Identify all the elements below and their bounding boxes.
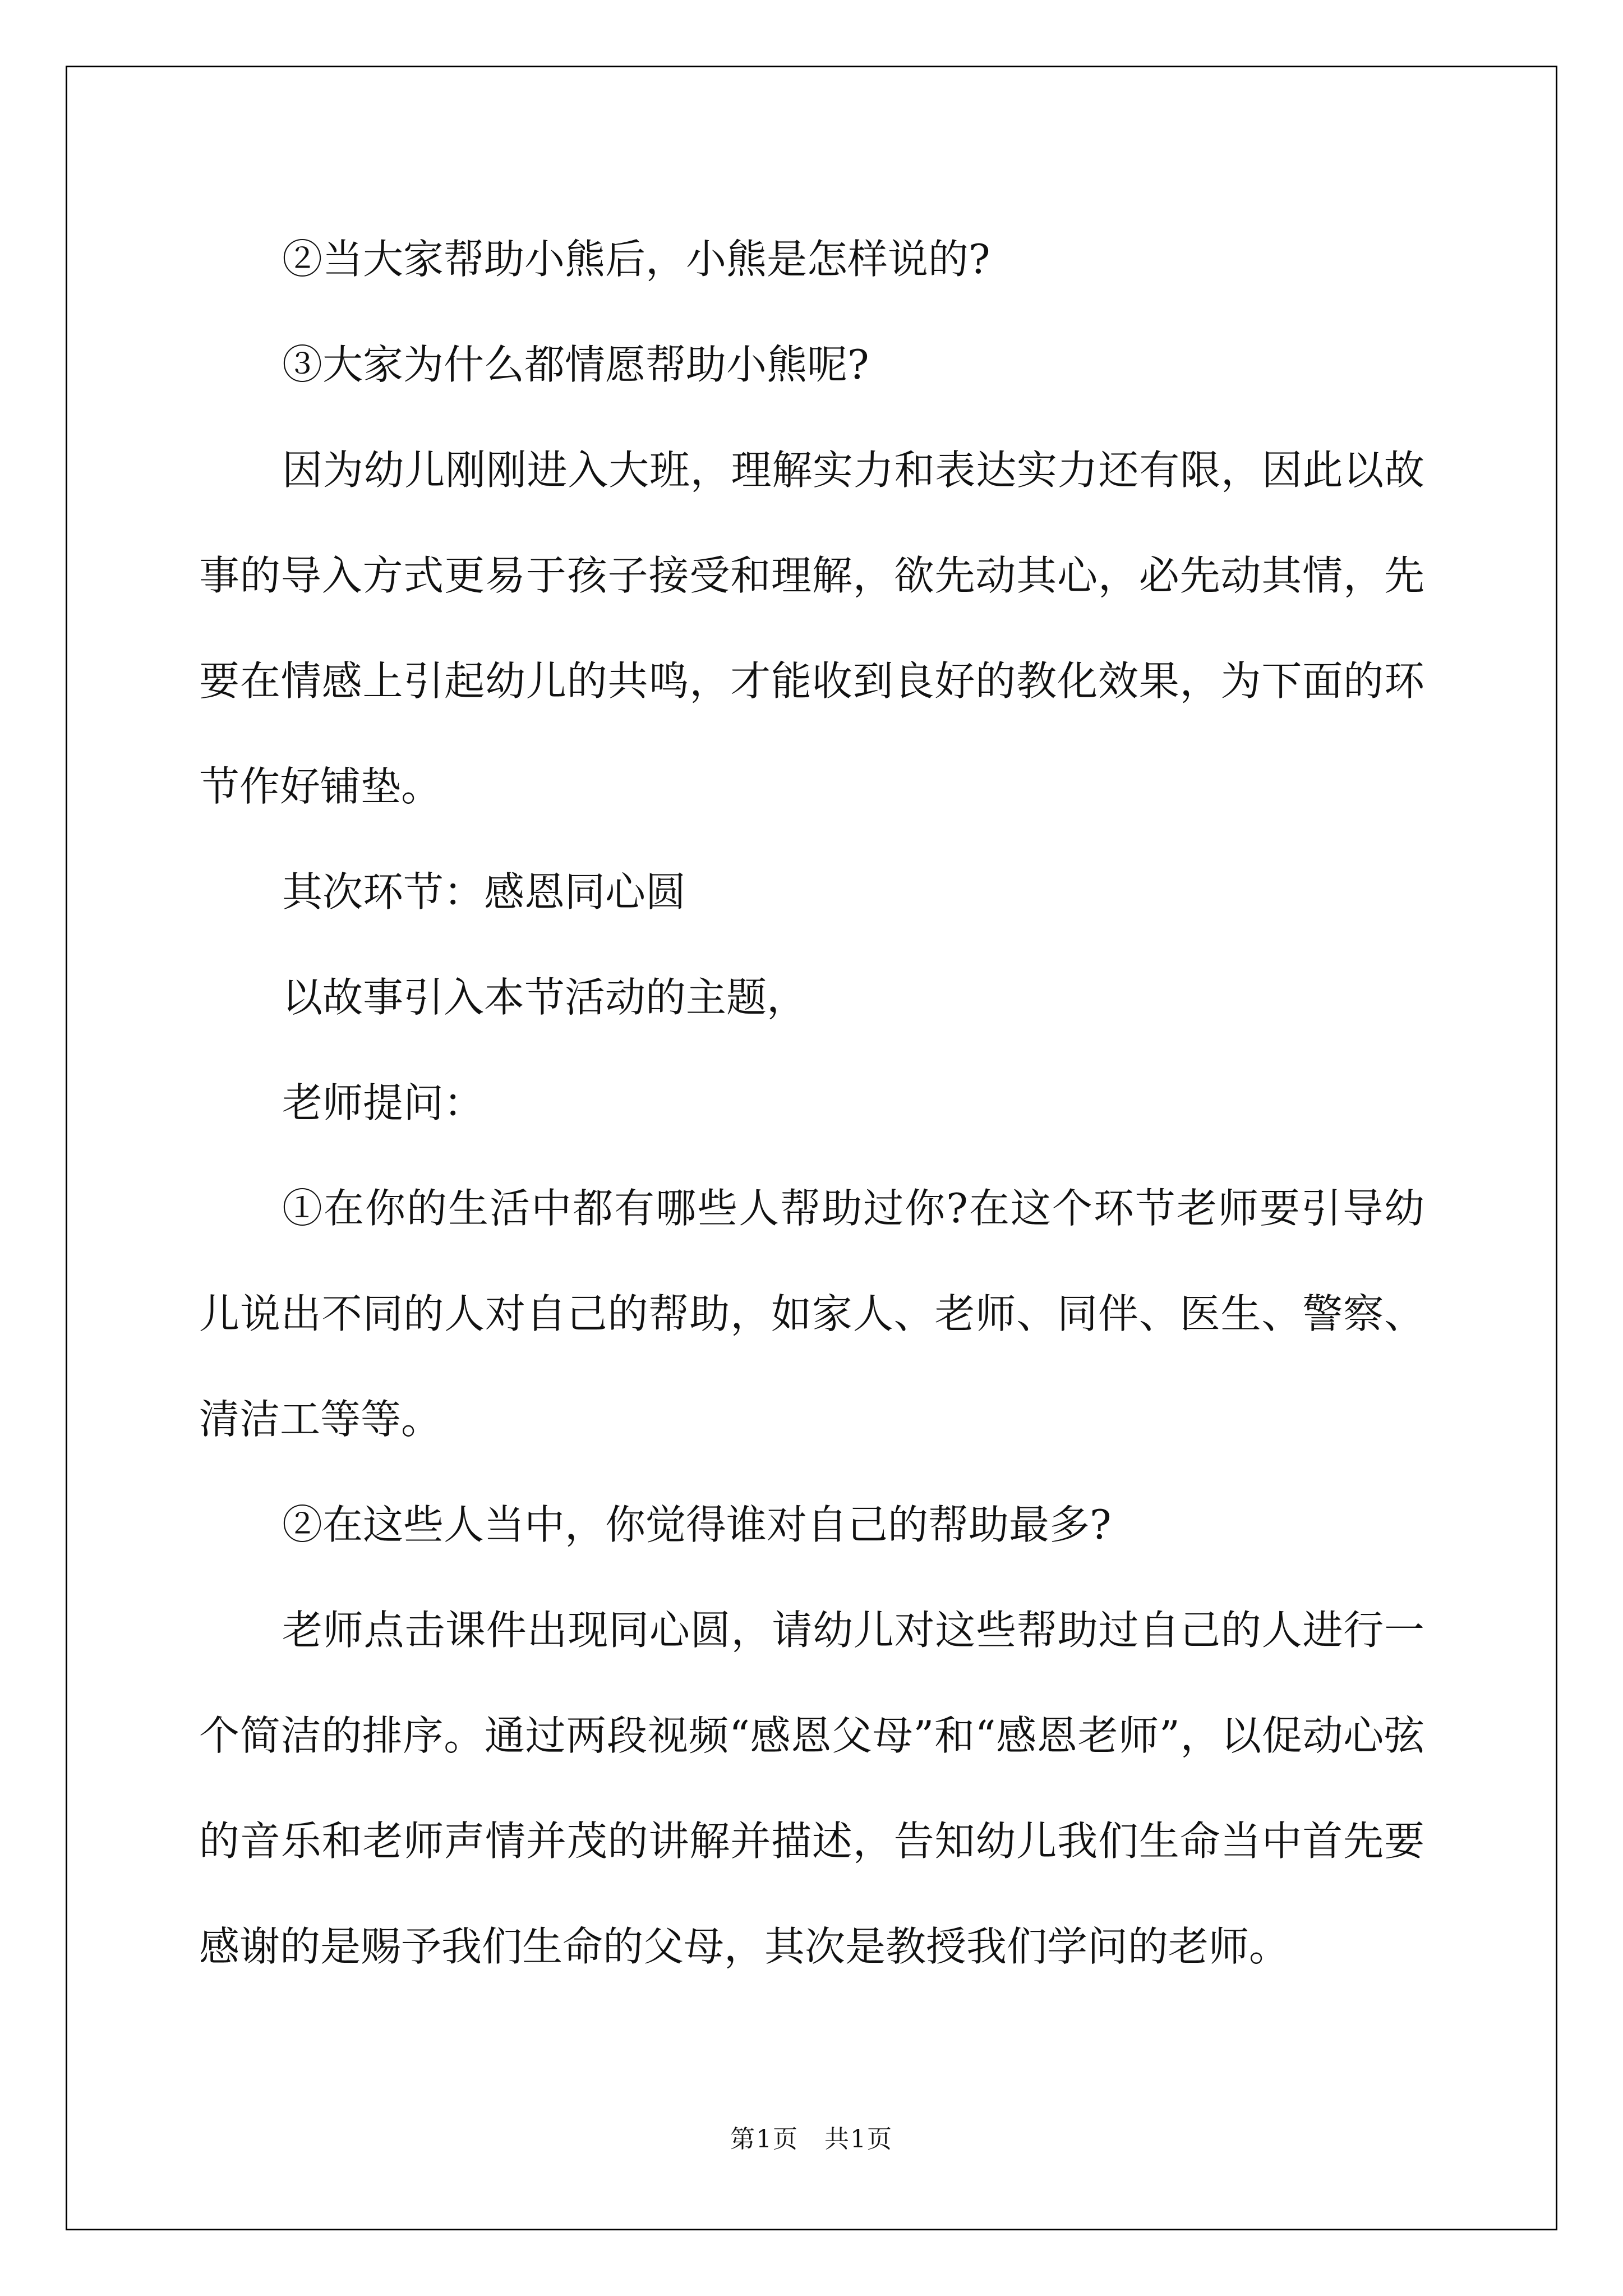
paragraph: ①在你的生活中都有哪些人帮助过你?在这个环节老师要引导幼儿说出不同的人对自己的帮助，如家人、老师、同伴、医生、警察、清洁工等等。 bbox=[199, 1185, 1424, 1443]
paragraph: ③大家为什么都情愿帮助小熊呢? bbox=[282, 341, 869, 388]
page-number-footer: 第1页 共1页 bbox=[730, 2125, 893, 2154]
paragraph: ②当大家帮助小熊后，小熊是怎样说的? bbox=[282, 236, 990, 283]
paragraph: 老师提问： bbox=[282, 1079, 485, 1126]
paragraph: 老师点击课件出现同心圆，请幼儿对这些帮助过自己的人进行一个简洁的排序。通过两段视频“感恩父母”和“感恩老师”，以促动心弦的音乐和老师声情并茂的讲解并描述，告知幼儿我们生命当中首先要感谢的是赐予我们生命的父母，其次是教授我们学问的老师。 bbox=[199, 1607, 1424, 1970]
document-body bbox=[199, 206, 1424, 1999]
section-heading: 其次环节：感恩同心圆 bbox=[282, 868, 686, 915]
paragraph: 因为幼儿刚刚进入大班，理解实力和表达实力还有限，因此以故事的导入方式更易于孩子接受和理解，欲先动其心，必先动其情，先要在情感上引起幼儿的共鸣，才能收到良好的教化效果，为下面的环节作好铺垫。 bbox=[199, 447, 1424, 810]
paragraph: ②在这些人当中，你觉得谁对自己的帮助最多? bbox=[282, 1501, 1112, 1548]
paragraph: 以故事引入本节活动的主题， bbox=[282, 974, 808, 1021]
